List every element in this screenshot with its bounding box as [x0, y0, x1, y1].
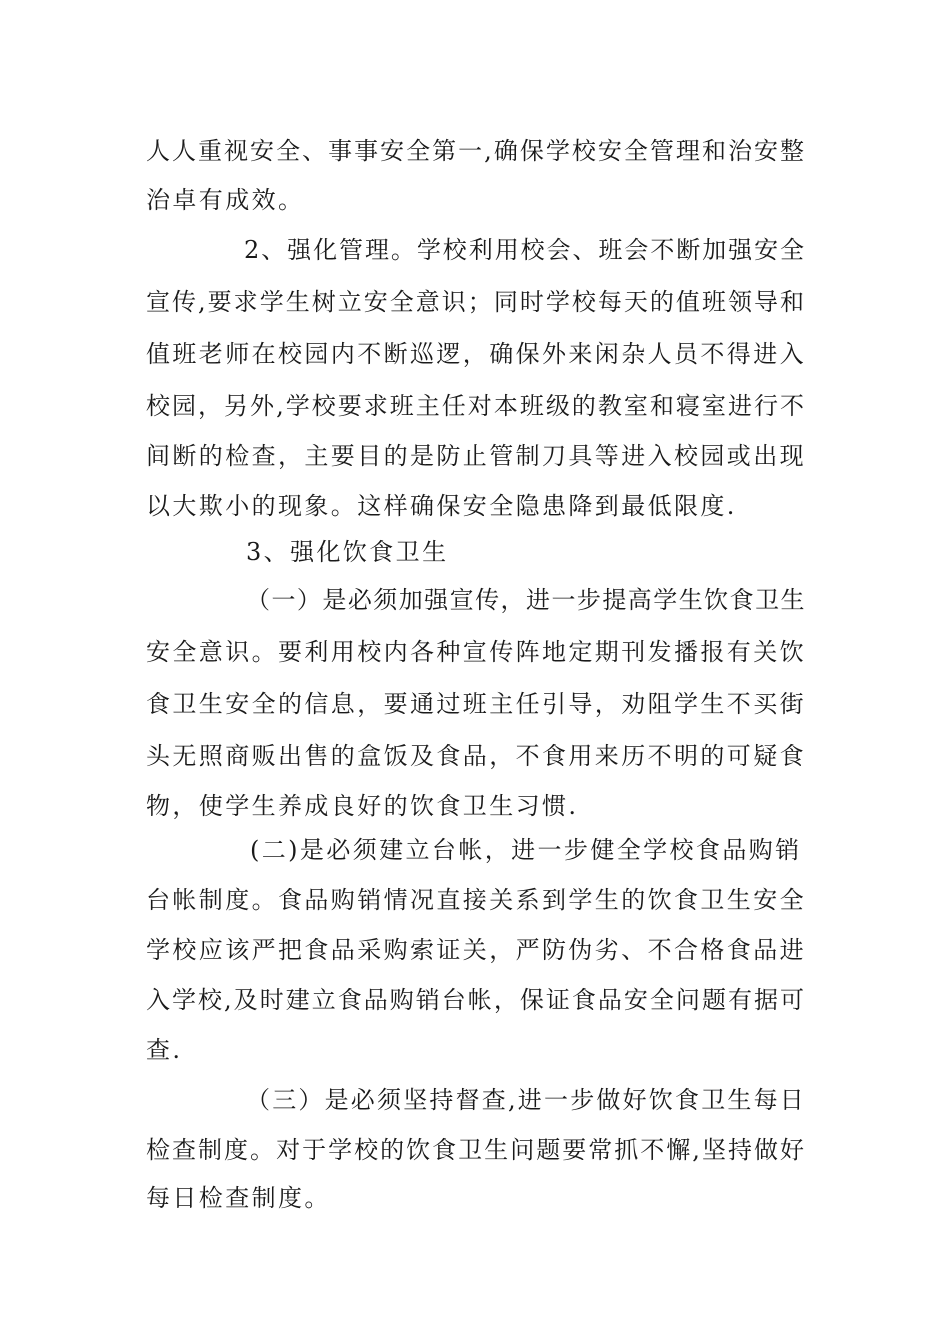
text-line: （一）是必须加强宣传，进一步提高学生饮食卫生	[246, 586, 806, 614]
text-line: 台帐制度。食品购销情况直接关系到学生的饮食卫生安全	[146, 886, 806, 914]
text-line: 头无照商贩出售的盒饭及食品，不食用来历不明的可疑食	[146, 742, 806, 770]
text-line: 检查制度。对于学校的饮食卫生问题要常抓不懈,坚持做好	[146, 1136, 806, 1164]
text-line: 间断的检查，主要目的是防止管制刀具等进入校园或出现	[146, 442, 806, 470]
text-line: 食卫生安全的信息，要通过班主任引导，劝阻学生不买街	[146, 690, 806, 718]
text-line: (二)是必须建立台帐，进一步健全学校食品购销	[250, 836, 802, 864]
text-line: 宣传,要求学生树立安全意识；同时学校每天的值班领导和	[146, 288, 806, 316]
text-line: 安全意识。要利用校内各种宣传阵地定期刊发播报有关饮	[146, 638, 806, 666]
text-line: 每日检查制度。	[146, 1184, 331, 1212]
text-line: 3、强化饮食卫生	[246, 538, 449, 566]
text-line: 入学校,及时建立食品购销台帐，保证食品安全问题有据可	[146, 986, 806, 1014]
text-line: 学校应该严把食品采购索证关，严防伪劣、不合格食品进	[146, 936, 806, 964]
text-line: 以大欺小的现象。这样确保安全隐患降到最低限度.	[146, 492, 737, 520]
text-line: 人人重视安全、事事安全第一,确保学校安全管理和治安整	[146, 137, 806, 165]
text-line: （三）是必须坚持督查,进一步做好饮食卫生每日	[246, 1086, 806, 1114]
text-line: 查.	[146, 1036, 183, 1064]
text-line: 校园，另外,学校要求班主任对本班级的教室和寝室进行不	[146, 392, 806, 420]
text-line: 值班老师在校园内不断巡逻，确保外来闲杂人员不得进入	[146, 340, 806, 368]
text-line: 治卓有成效。	[146, 186, 305, 214]
text-line: 物，使学生养成良好的饮食卫生习惯.	[146, 792, 579, 820]
text-line: 2、强化管理。学校利用校会、班会不断加强安全	[244, 236, 806, 264]
